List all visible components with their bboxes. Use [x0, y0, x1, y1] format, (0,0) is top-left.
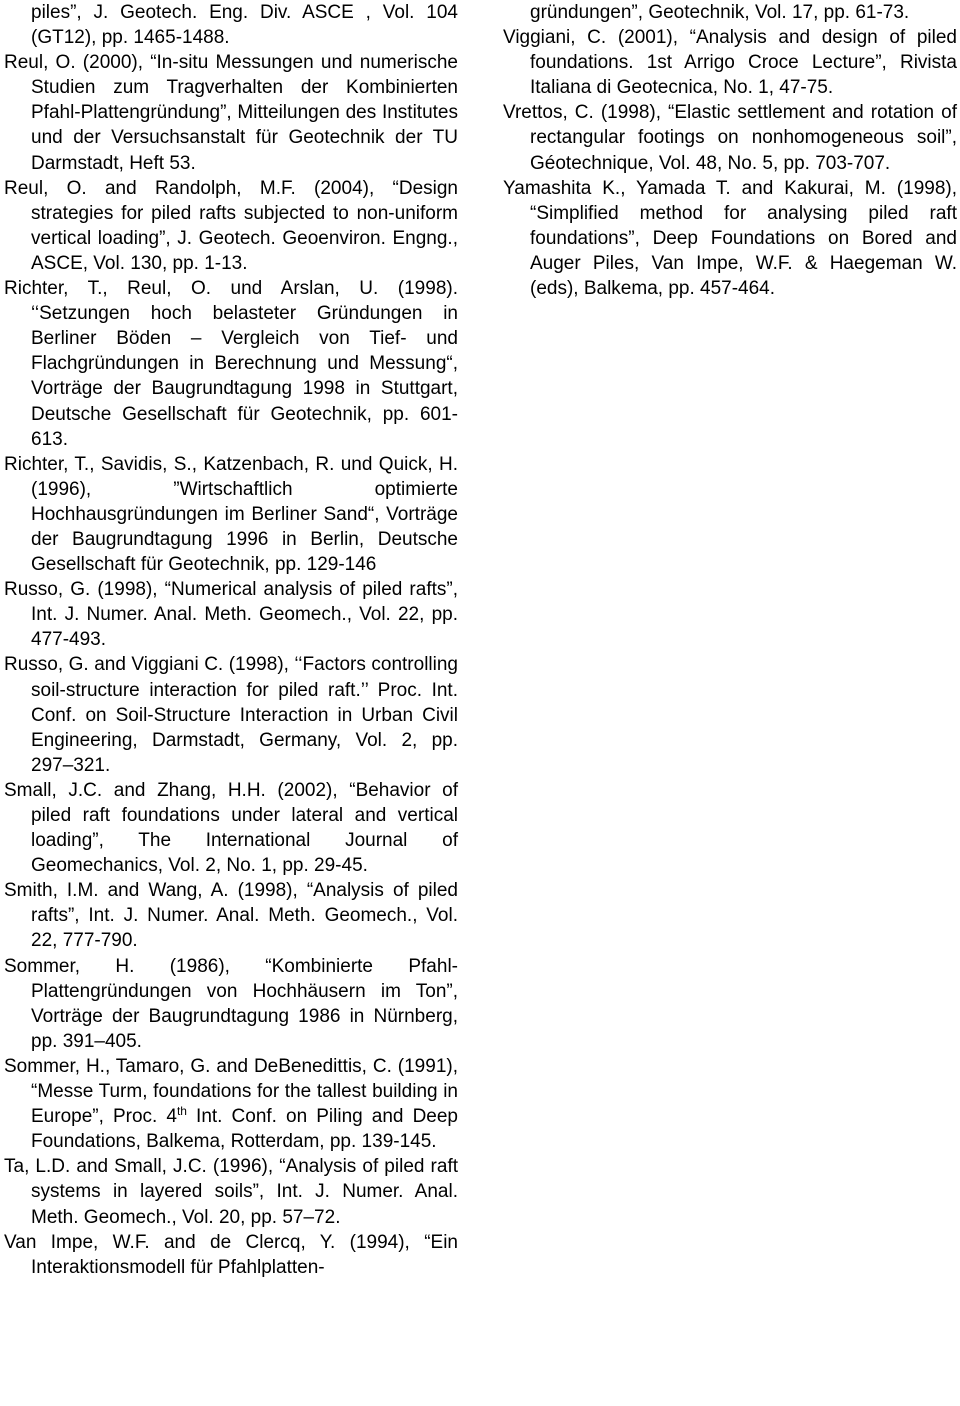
reference-entry: Richter, T., Savidis, S., Katzenbach, R. und Quick, H. (1996), ”Wirtschaftlich optimierte Hochhausgründungen im Berliner Sand“, Vorträge der Baugrundtagung 1996 in Berlin, Deutsche Gesellschaft für Geotechnik, pp. 129-146 [4, 453, 458, 576]
reference-entry: Richter, T., Reul, O. und Arslan, U. (1998). ‘‘Setzungen hoch belasteter Gründungen in Berliner Böden – Vergleich von Tief- und Flachgründungen in Berechnung und Messung“, Vorträge der Baugrundtagung 1998 in Stuttgart, Deutsche Gesellschaft für Geotechnik, pp. 601-613. [4, 278, 458, 450]
ordinal-superscript: th [176, 1104, 187, 1119]
reference-entry: Smith, I.M. and Wang, A. (1998), “Analysis of piled rafts”, Int. J. Numer. Anal. Meth. Geomech., Vol. 22, 777-790. [4, 880, 458, 952]
reference-entry [4, 1054, 458, 1154]
reference-entry: Ta, L.D. and Small, J.C. (1996), “Analysis of piled raft systems in layered soils”, Int. J. Numer. Anal. Meth. Geomech., Vol. 20, pp. 57–72. [4, 1156, 458, 1228]
reference-entry: piles”, J. Geotech. Eng. Div. ASCE , Vol. 104 (GT12), pp. 1465-1488. [31, 2, 458, 49]
right-column [503, 0, 957, 301]
reference-entry: Vrettos, C. (1998), “Elastic settlement and rotation of rectangular footings on nonhomogeneous soil”, Géotechnique, Vol. 48, No. 5, pp. 703-707. [503, 102, 957, 174]
reference-entry: Small, J.C. and Zhang, H.H. (2002), “Behavior of piled raft foundations under lateral and vertical loading”, The International Journal of Geomechanics, Vol. 2, No. 1, pp. 29-45. [4, 779, 458, 877]
reference-text-part: Int. Conf. on Piling and Deep Foundations, Balkema, Rotterdam, pp. 139-145. [31, 1106, 459, 1153]
reference-entry: Viggiani, C. (2001), “Analysis and design of piled foundations. 1st Arrigo Croce Lecture”, Rivista Italiana di Geotecnica, No. 1, 47-75. [503, 27, 957, 99]
reference-entry: Yamashita K., Yamada T. and Kakurai, M. (1998), “Simplified method for analysing piled raft foundations”, Deep Foundations on Bored and Auger Piles, Van Impe, W.F. & Haegeman W. (eds), Balkema, pp. 457-464. [503, 177, 957, 300]
reference-entry: Reul, O. and Randolph, M.F. (2004), “Design strategies for piled rafts subjected to non-uniform vertical loading”, J. Geotech. Geoenviron. Engng., ASCE, Vol. 130, pp. 1-13. [4, 177, 458, 274]
left-column [4, 0, 458, 1280]
reference-entry: Reul, O. (2000), “In-situ Messungen und numerische Studien zum Tragverhalten der Kombinierten Pfahl-Plattengründung”, Mitteilungen des Institutes und der Versuchsanstalt für Geotechnik der TU Darmstadt, Heft 53. [4, 52, 458, 174]
reference-entry: Van Impe, W.F. and de Clercq, Y. (1994), “Ein Interaktionsmodell für Pfahlplatten- [4, 1231, 458, 1278]
reference-entry: Russo, G. and Viggiani C. (1998), ‘‘Factors controlling soil-structure interaction for piled raft.’’ Proc. Int. Conf. on Soil-Structure Interaction in Urban Civil Engineering, Darmstadt, Germany, Vol. 2, pp. 297–321. [4, 654, 458, 776]
reference-text-part: Sommer, H., Tamaro, G. and DeBenedittis, C. (1991), “Messe Turm, foundations for the tallest building in Europe”, Proc. 4 [4, 1055, 458, 1128]
reference-entry: Sommer, H. (1986), “Kombinierte Pfahl-Plattengründungen von Hochhäusern im Ton”, Vorträge der Baugrundtagung 1986 in Nürnberg, pp. 391–405. [4, 955, 458, 1052]
reference-entry: Russo, G. (1998), “Numerical analysis of piled rafts”, Int. J. Numer. Anal. Meth. Geomech., Vol. 22, pp. 477-493. [4, 579, 458, 651]
reference-entry: gründungen”, Geotechnik, Vol. 17, pp. 61-73. [530, 2, 910, 23]
